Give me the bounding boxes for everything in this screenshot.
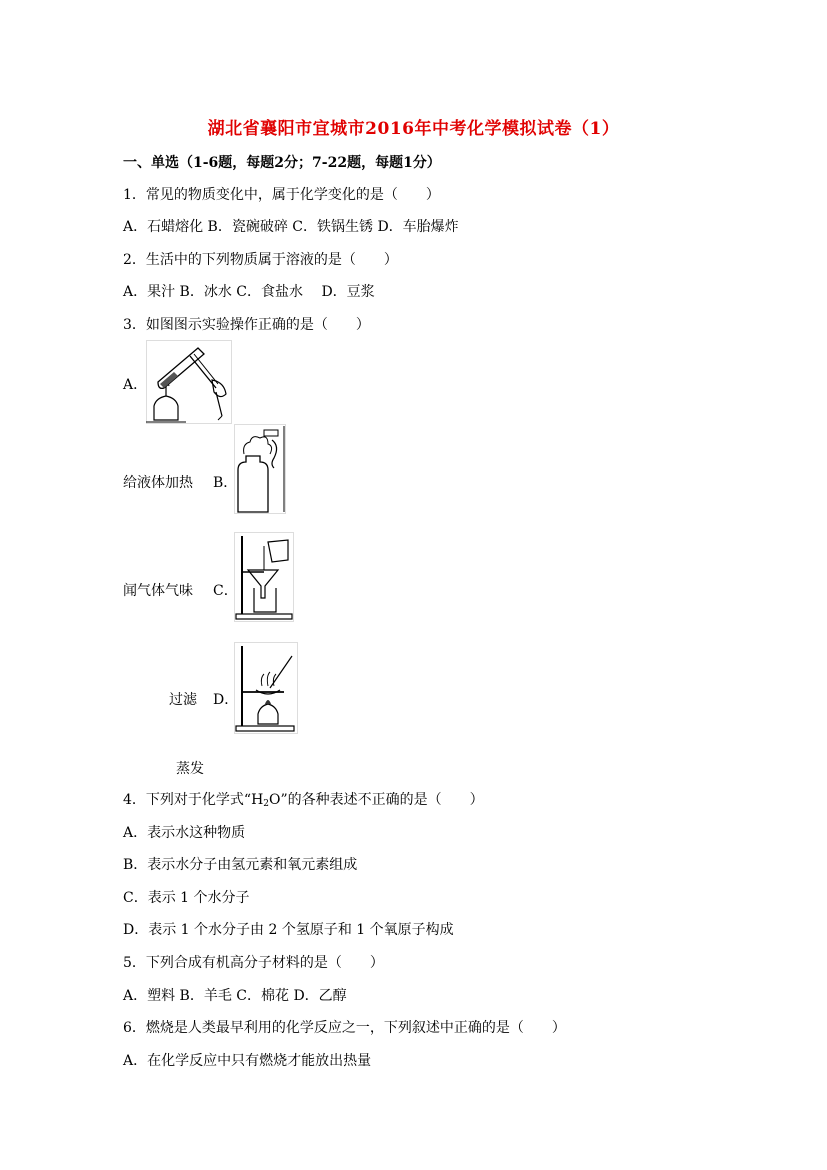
question-3-option-a-caption: 给液体加热 (123, 475, 193, 491)
question-3-option-b-caption: 闻气体气味 (123, 583, 193, 599)
question-6-option-a: A．在化学反应中只有燃烧才能放出热量 (123, 1053, 372, 1069)
question-4-option-b: B．表示水分子由氢元素和氧元素组成 (123, 857, 358, 873)
question-4-stem-suffix: O”的各种表述不正确的是（ ） (269, 792, 484, 808)
question-4-option-c: C．表示 1 个水分子 (123, 890, 250, 906)
question-3-option-b-label: B． (213, 475, 238, 491)
question-2-options: A．果汁 B．冰水 C．食盐水 D．豆浆 (123, 284, 375, 300)
question-5-stem: 5．下列合成有机高分子材料的是（ ） (123, 955, 384, 971)
section-heading: 一、单选（1-6题，每题2分；7-22题，每题1分） (123, 155, 441, 171)
question-6-stem: 6．燃烧是人类最早利用的化学反应之一，下列叙述中正确的是（ ） (123, 1020, 566, 1036)
question-4-option-a: A．表示水这种物质 (123, 825, 246, 841)
question-3-option-a-label: A． (123, 377, 148, 393)
smelling-gas-figure (234, 424, 286, 514)
question-4-stem-subscript: 2 (263, 799, 270, 809)
question-2-stem: 2．生活中的下列物质属于溶液的是（ ） (123, 252, 398, 268)
question-4-stem-prefix: 4．下列对于化学式“H (123, 792, 264, 808)
evaporation-figure (234, 642, 298, 734)
question-4-option-d: D．表示 1 个水分子由 2 个氢原子和 1 个氧原子构成 (123, 922, 454, 938)
page-title: 湖北省襄阳市宜城市2016年中考化学模拟试卷（1） (207, 119, 620, 139)
question-1-options: A．石蜡熔化 B．瓷碗破碎 C．铁锅生锈 D．车胎爆炸 (123, 219, 459, 235)
question-3-option-d-caption: 蒸发 (176, 761, 204, 777)
question-3-stem: 3．如图图示实验操作正确的是（ ） (123, 317, 370, 333)
question-3-option-d-label: D． (213, 692, 239, 708)
question-5-options: A．塑料 B．羊毛 C．棉花 D．乙醇 (123, 988, 347, 1004)
question-3-option-c-caption: 过滤 (169, 692, 197, 708)
question-1-stem: 1．常见的物质变化中，属于化学变化的是（ ） (123, 187, 440, 203)
heating-liquid-figure (146, 340, 232, 424)
filtration-figure (234, 532, 294, 622)
question-3-option-c-label: C． (213, 583, 238, 599)
question-4-stem (123, 789, 484, 809)
